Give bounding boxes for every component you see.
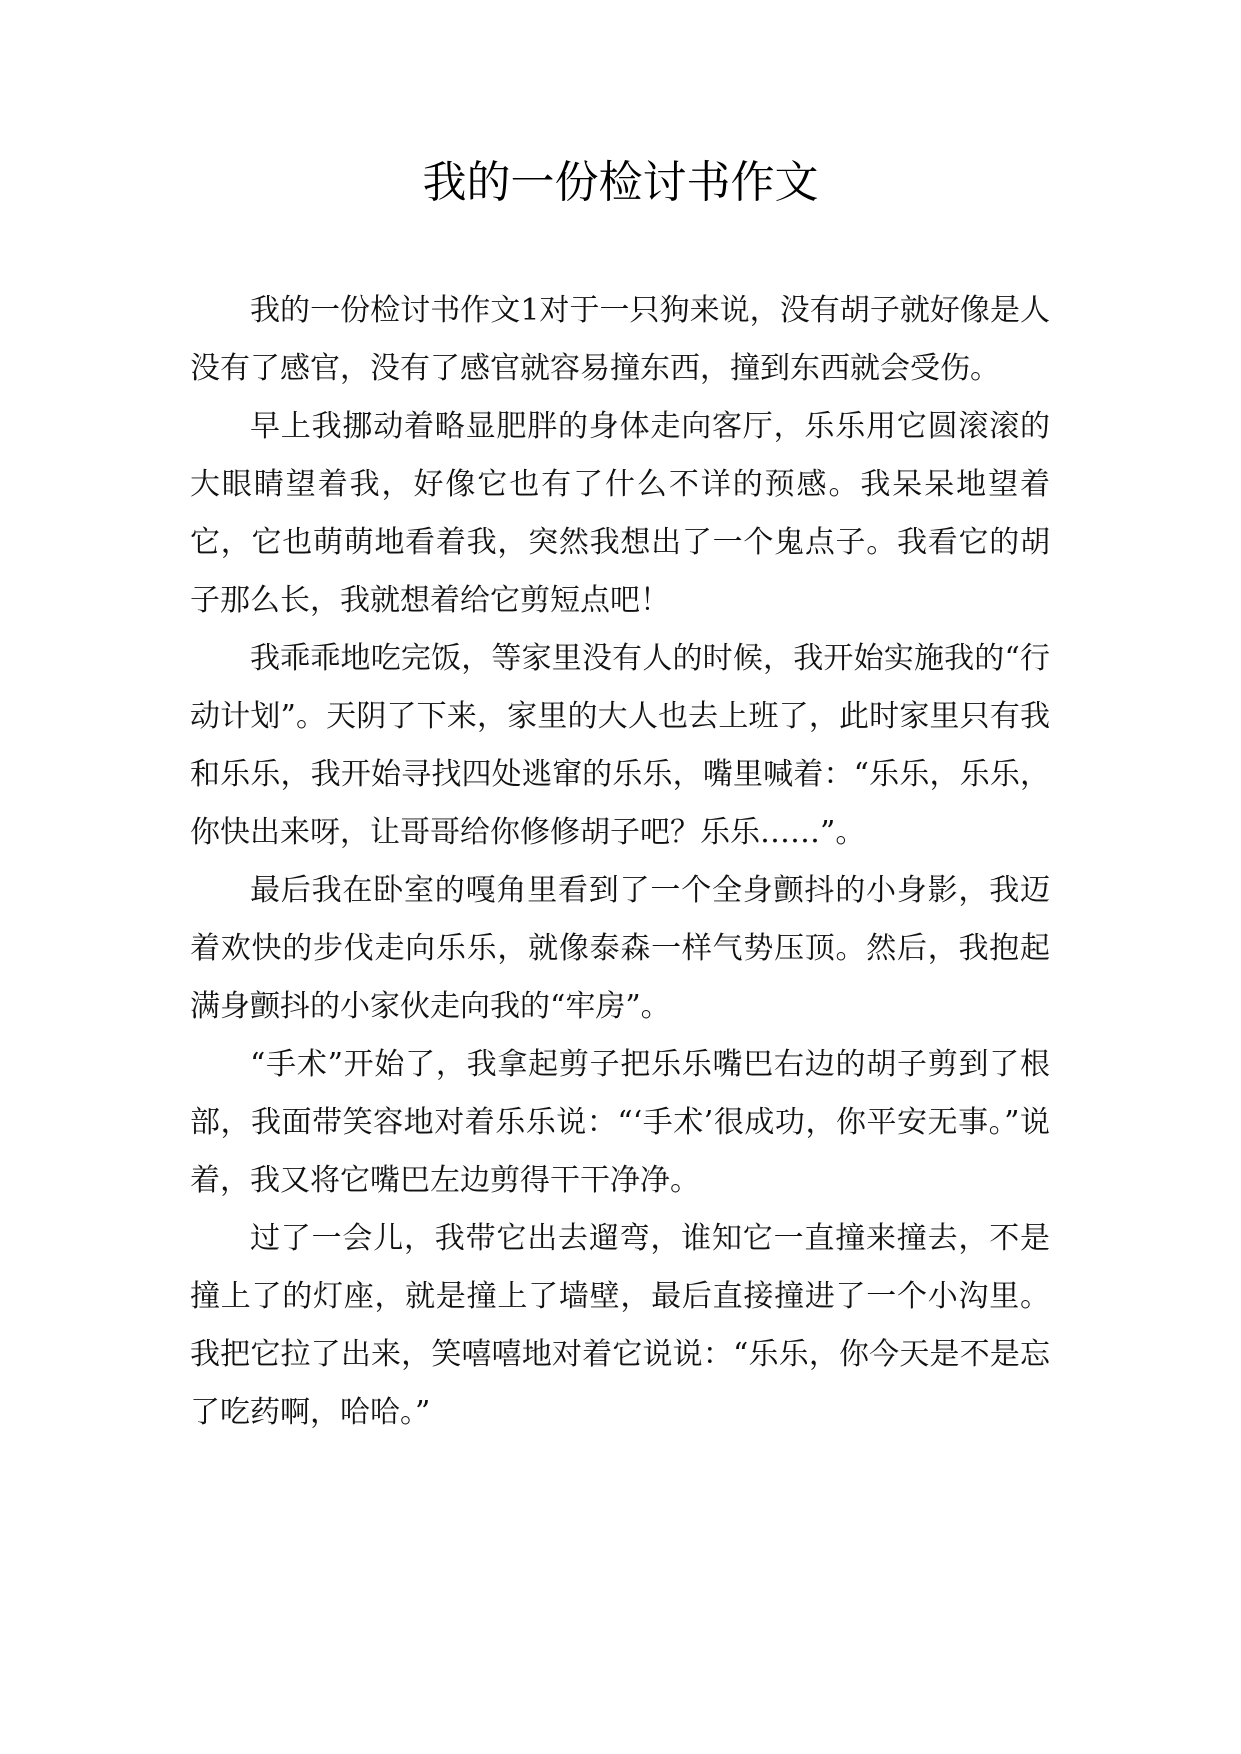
paragraph: 早上我挪动着略显肥胖的身体走向客厅，乐乐用它圆滚滚的大眼睛望着我，好像它也有了什么不详的预感。我呆呆地望着它，它也萌萌地看着我，突然我想出了一个鬼点子。我看它的胡子那么长，我就想着给它剪短点吧！ bbox=[190, 409, 1050, 618]
paragraph: 我乖乖地吃完饭，等家里没有人的时候，我开始实施我的“行动计划”。天阴了下来，家里的大人也去上班了，此时家里只有我和乐乐，我开始寻找四处逃窜的乐乐，嘴里喊着：“乐乐，乐乐，你快出来呀，让哥哥给你修修胡子吧？乐乐……”。 bbox=[190, 641, 1050, 850]
paragraph: 过了一会儿，我带它出去遛弯，谁知它一直撞来撞去，不是撞上了的灯座，就是撞上了墙壁，最后直接撞进了一个小沟里。我把它拉了出来，笑嘻嘻地对着它说说：“乐乐，你今天是不是忘了吃药啊，哈哈。” bbox=[190, 1221, 1050, 1430]
paragraph: “手术”开始了，我拿起剪子把乐乐嘴巴右边的胡子剪到了根部，我面带笑容地对着乐乐说：“‘手术’很成功，你平安无事。”说着，我又将它嘴巴左边剪得干干净净。 bbox=[190, 1047, 1050, 1198]
document-title: 我的一份检讨书作文 bbox=[422, 157, 819, 208]
paragraph: 最后我在卧室的嘎角里看到了一个全身颤抖的小身影，我迈着欢快的步伐走向乐乐，就像泰森一样气势压顶。然后，我抱起满身颤抖的小家伙走向我的“牢房”。 bbox=[190, 873, 1050, 1024]
document-body bbox=[190, 282, 1050, 1442]
paragraph: 我的一份检讨书作文1对于一只狗来说，没有胡子就好像是人没有了感官，没有了感官就容易撞东西，撞到东西就会受伤。 bbox=[190, 293, 1050, 386]
